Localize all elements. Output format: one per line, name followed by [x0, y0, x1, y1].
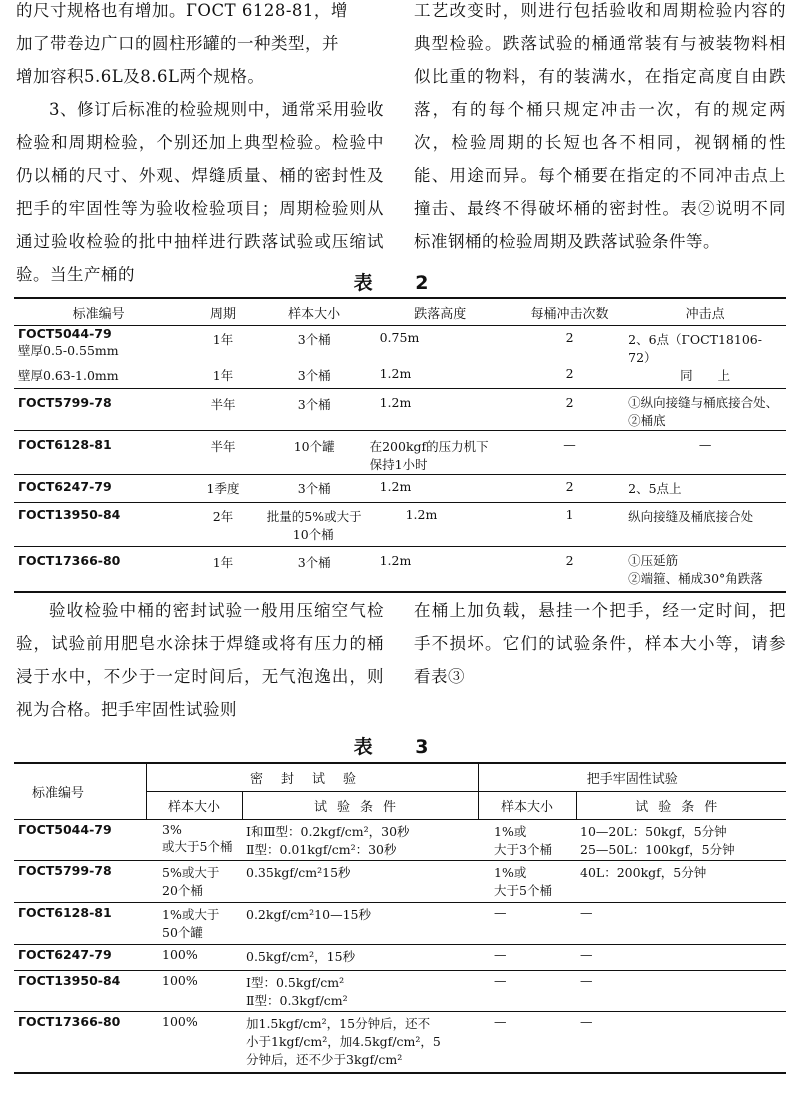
- std-code: ГОСТ6247-79: [18, 478, 112, 494]
- handle-condition: —: [580, 972, 593, 988]
- period: 1季度: [183, 474, 262, 502]
- period: 1年: [183, 546, 262, 592]
- handle-sample-cell: [478, 902, 576, 944]
- col-header: 标准编号: [14, 298, 183, 326]
- table-row: [14, 546, 786, 592]
- point: 同 上: [680, 368, 731, 383]
- seal-sample-cell: [146, 1011, 242, 1073]
- handle-sample-cell: [478, 970, 576, 1011]
- seal-condition: Ⅱ型：0.01kgf/cm²：30秒: [246, 841, 397, 857]
- height: 1.2m: [366, 388, 515, 430]
- std-code: ГОСТ5044-79: [18, 821, 112, 837]
- seal-condition: 0.2kgf/cm²10—15秒: [246, 906, 371, 922]
- std-code: ГОСТ5799-78: [18, 394, 112, 410]
- period: 1年: [212, 332, 234, 347]
- col-header: 冲击点: [624, 298, 786, 326]
- sample: 批量的5%或大于: [266, 508, 362, 524]
- paragraph: 工艺改变时，则进行包括验收和周期检验内容的典型检验。跌落试验的桶通常装有与被装物料相似比重的物料，有的装满水，在指定高度自由跌落，有的每个桶只规定冲击一次，有的规定两次，检验周期的长短也各不相同，视钢桶的性能、用途而异。每个桶要在指定的不同冲击点上撞击、最终不得破坏桶的密封性。表②说明不同标准钢桶的检验周期及跌落试验条件等。: [414, 1, 786, 251]
- col-header-cond: 试验条件: [242, 791, 478, 819]
- std-code: ГОСТ6128-81: [18, 436, 112, 452]
- handle-sample-cell: [478, 944, 576, 970]
- count: 2: [565, 366, 574, 381]
- std-sub: 壁厚0.63-1.0mm: [18, 368, 119, 383]
- col-header: 样本大小: [263, 298, 366, 326]
- col-header: 周期: [183, 298, 262, 326]
- height: 在200kgf的压力机下: [369, 438, 489, 454]
- std-code: ГОСТ17366-80: [18, 552, 121, 568]
- point: 纵向接缝及桶底接合处: [624, 502, 786, 546]
- seal-condition-cell: [242, 1011, 478, 1073]
- std-code-cell: [14, 819, 146, 860]
- handle-condition: —: [580, 1013, 593, 1029]
- col-header-seal: 密封试验: [146, 763, 478, 791]
- period: 半年: [183, 430, 262, 474]
- count: 2: [515, 388, 624, 430]
- handle-condition: 25—50L：100kgf，5分钟: [580, 841, 735, 857]
- col-header-sample: 样本大小: [146, 791, 242, 819]
- handle-sample: —: [494, 1013, 507, 1029]
- std-code: ГОСТ6247-79: [18, 946, 112, 962]
- table-2: [14, 297, 786, 593]
- handle-sample-cell: [478, 1011, 576, 1073]
- handle-condition: —: [580, 904, 593, 920]
- text-line: 加了带卷边广口的圆柱形罐的一种类型，并: [16, 34, 339, 53]
- sample: 3个桶: [263, 546, 366, 592]
- seal-sample: 100%: [162, 972, 198, 988]
- col-header-std: 标准编号: [14, 763, 146, 819]
- table-row: [14, 474, 786, 502]
- seal-sample: 1%或大于: [162, 906, 220, 922]
- col-header: 跌落高度: [366, 298, 515, 326]
- handle-sample: 1%或: [494, 864, 527, 880]
- table-row: [14, 326, 786, 367]
- handle-sample: —: [494, 972, 507, 988]
- height: 1.2m: [379, 366, 412, 381]
- std-code-cell: [14, 902, 146, 944]
- handle-sample: —: [494, 946, 507, 962]
- text-line: 增加容积5.6L及8.6L两个规格。: [16, 67, 265, 86]
- handle-condition-cell: [576, 860, 786, 902]
- seal-condition: Ⅱ型：0.3kgf/cm²: [246, 992, 348, 1008]
- seal-sample: 3%: [162, 821, 182, 837]
- table-row: [14, 1011, 786, 1073]
- seal-sample-cell: [146, 970, 242, 1011]
- handle-condition: 10—20L：50kgf，5分钟: [580, 823, 727, 839]
- period: 半年: [183, 388, 262, 430]
- point-2: ②端箍、桶成30°角跌落: [628, 570, 763, 586]
- count: —: [515, 430, 624, 474]
- height: 1.2m: [366, 474, 515, 502]
- handle-sample: —: [494, 904, 507, 920]
- table-2-title: 表 2: [353, 272, 447, 294]
- point: ①纵向接缝与桶底接合处、: [628, 394, 779, 410]
- seal-condition-cell: [242, 902, 478, 944]
- sample-2: 10个桶: [292, 526, 334, 542]
- seal-sample-cell: [146, 819, 242, 860]
- seal-condition-cell: [242, 860, 478, 902]
- table-3: [14, 762, 786, 1074]
- std-code-cell: [14, 970, 146, 1011]
- col-header-handle: 把手牢固性试验: [478, 763, 786, 791]
- std-code: ГОСТ5799-78: [18, 862, 112, 878]
- table-row: [14, 819, 786, 860]
- seal-sample: 100%: [162, 1013, 198, 1029]
- top-right-column: [414, 0, 786, 258]
- std-code: ГОСТ6128-81: [18, 904, 112, 920]
- sample: 3个桶: [297, 332, 331, 347]
- seal-condition: 加1.5kgf/cm²，15分钟后，还不: [246, 1015, 431, 1031]
- table-3-title: 表 3: [353, 736, 447, 758]
- seal-sample: 100%: [162, 946, 198, 962]
- seal-condition-cell: [242, 819, 478, 860]
- height: 1.2m: [366, 502, 515, 546]
- table-row: [14, 970, 786, 1011]
- seal-condition-cell: [242, 944, 478, 970]
- seal-condition: 分钟后，还不少于3kgf/cm²: [246, 1051, 403, 1067]
- handle-condition: 40L：200kgf，5分钟: [580, 864, 707, 880]
- seal-sample-cell: [146, 944, 242, 970]
- paragraph: 在桶上加负载，悬挂一个把手，经一定时间，把手不损坏。它们的试验条件，样本大小等，请参看表③: [414, 601, 786, 686]
- count: 2: [515, 474, 624, 502]
- period: 2年: [183, 502, 262, 546]
- std-code: ГОСТ13950-84: [18, 506, 121, 522]
- std-sub: 壁厚0.5-0.55mm: [18, 343, 119, 358]
- period: 1年: [212, 368, 234, 383]
- handle-condition-cell: [576, 819, 786, 860]
- handle-condition-cell: [576, 970, 786, 1011]
- count: 1: [515, 502, 624, 546]
- paragraph: 3、修订后标准的检验规则中，通常采用验收检验和周期检验，个别还加上典型检验。检验中仍以桶的尺寸、外观、焊缝质量、桶的密封性及把手的牢固性等为验收检验项目；周期检验则从通过验收检验的批中抽样进行跌落试验或压缩试验。当生产桶的: [16, 100, 384, 284]
- handle-condition-cell: [576, 902, 786, 944]
- std-code-cell: [14, 860, 146, 902]
- sample: 3个桶: [263, 474, 366, 502]
- col-header: 每桶冲击次数: [515, 298, 624, 326]
- table-row: [14, 366, 786, 388]
- mid-left-column: [16, 594, 384, 726]
- point: 2、5点上: [624, 474, 786, 502]
- col-header-cond: 试验条件: [576, 791, 786, 819]
- handle-condition-cell: [576, 944, 786, 970]
- seal-condition: 0.35kgf/cm²15秒: [246, 864, 351, 880]
- seal-sample: 50个罐: [162, 924, 203, 940]
- count: 2: [565, 330, 574, 345]
- std-code-cell: [14, 1011, 146, 1073]
- seal-sample: 或大于5个桶: [162, 838, 233, 854]
- count: 2: [515, 546, 624, 592]
- table-row: [14, 388, 786, 430]
- std-code-cell: [14, 944, 146, 970]
- top-left-column: [16, 0, 384, 291]
- mid-right-column: [414, 594, 786, 693]
- sample: 3个桶: [263, 388, 366, 430]
- point-2: ②桶底: [628, 412, 666, 428]
- point: 2、6点（ГОСТ18106-72）: [628, 332, 762, 365]
- table-row: [14, 502, 786, 546]
- seal-condition: Ⅰ型：0.5kgf/cm²: [246, 974, 345, 990]
- table-row: [14, 430, 786, 474]
- handle-condition: —: [580, 946, 593, 962]
- table-row: [14, 902, 786, 944]
- sample: 3个桶: [297, 368, 331, 383]
- seal-sample: 5%或大于: [162, 864, 220, 880]
- handle-sample: 1%或: [494, 823, 527, 839]
- seal-condition: 小于1kgf/cm²，加4.5kgf/cm²，5: [246, 1033, 441, 1049]
- seal-sample-cell: [146, 902, 242, 944]
- height: 0.75m: [379, 330, 420, 345]
- seal-condition: 0.5kgf/cm²，15秒: [246, 948, 356, 964]
- std-code: ГОСТ13950-84: [18, 972, 121, 988]
- paragraph: 验收检验中桶的密封试验一般用压缩空气检验，试验前用肥皂水涂抹于焊缝或将有压力的桶浸于水中，不少于一定时间后，无气泡逸出，则视为合格。把手牢固性试验则: [16, 601, 384, 719]
- handle-sample-cell: [478, 860, 576, 902]
- std-code: ГОСТ5044-79: [18, 326, 112, 341]
- handle-sample-cell: [478, 819, 576, 860]
- text-line: 的尺寸规格也有增加。ГОСТ 6128-81，增: [16, 1, 348, 20]
- point: ①压延筋: [628, 552, 679, 568]
- table-row: [14, 944, 786, 970]
- handle-condition-cell: [576, 1011, 786, 1073]
- point: —: [624, 430, 786, 474]
- handle-sample: 大于5个桶: [494, 882, 552, 898]
- handle-sample: 大于3个桶: [494, 841, 552, 857]
- height: 1.2m: [366, 546, 515, 592]
- height-2: 保持1小时: [369, 456, 428, 472]
- seal-sample: 20个桶: [162, 882, 203, 898]
- seal-condition: Ⅰ和Ⅲ型：0.2kgf/cm²，30秒: [246, 823, 410, 839]
- std-code: ГОСТ17366-80: [18, 1013, 121, 1029]
- seal-sample-cell: [146, 860, 242, 902]
- col-header-sample: 样本大小: [478, 791, 576, 819]
- table-row: [14, 860, 786, 902]
- seal-condition-cell: [242, 970, 478, 1011]
- sample: 10个罐: [263, 430, 366, 474]
